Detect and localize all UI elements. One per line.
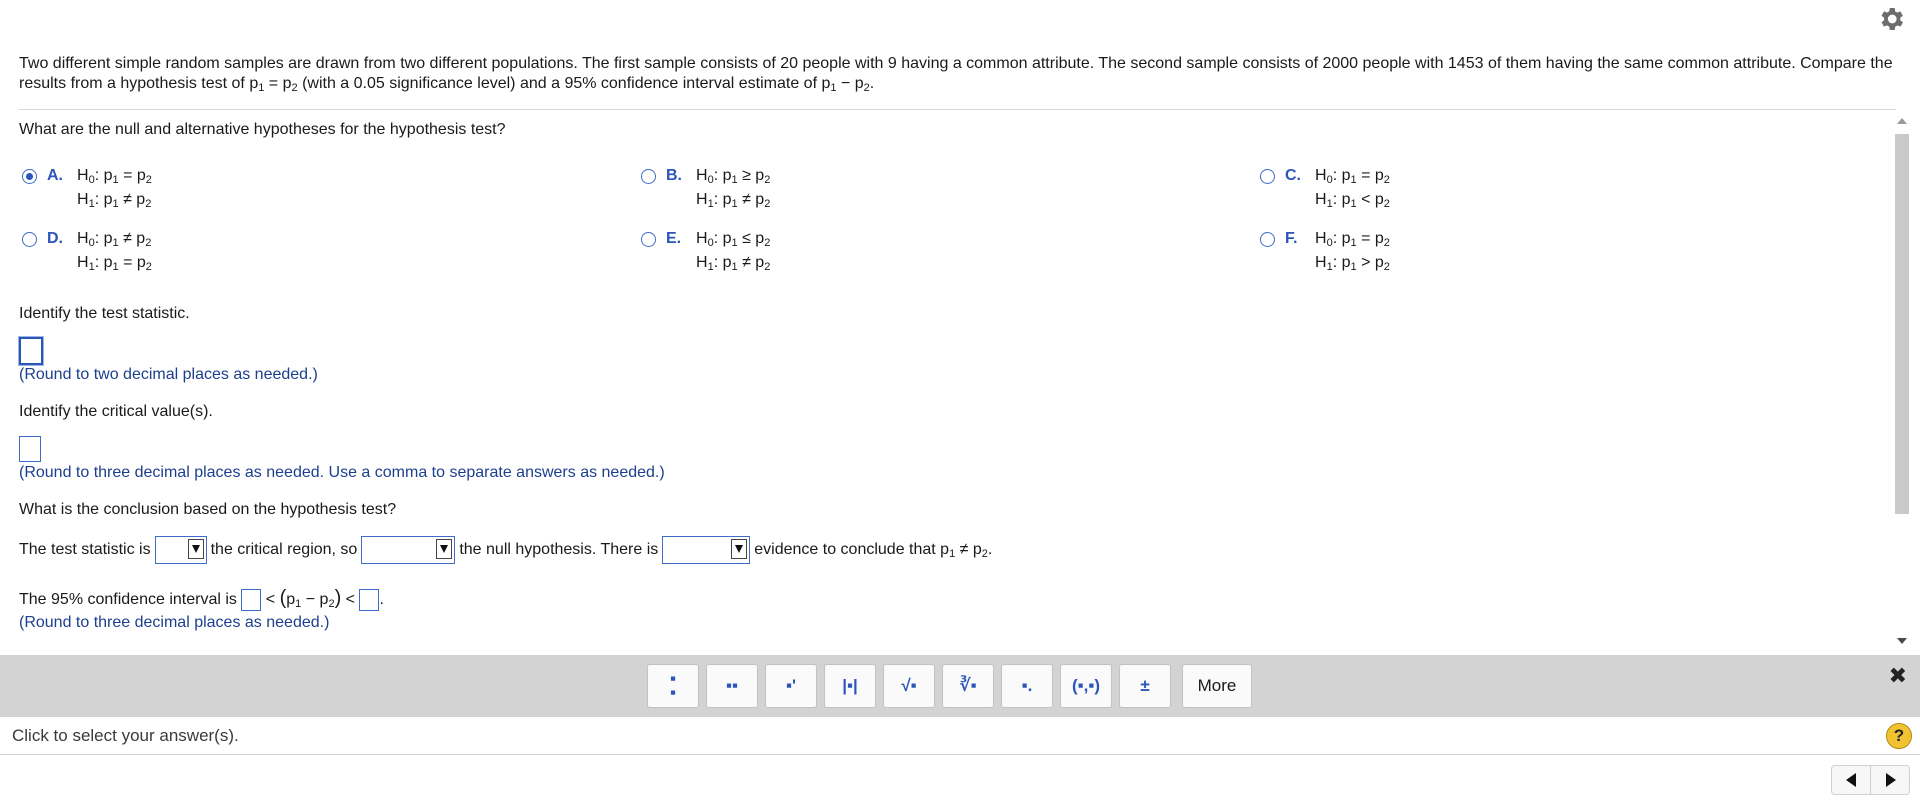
- ci-upper-input[interactable]: [359, 589, 379, 611]
- period: .: [379, 591, 384, 608]
- radio-button[interactable]: [1260, 232, 1275, 247]
- ci-lower-input[interactable]: [241, 589, 261, 611]
- radio-button[interactable]: [1260, 169, 1275, 184]
- question-critical-values: Identify the critical value(s).: [19, 403, 213, 420]
- conclusion-text-1: The test statistic is: [19, 541, 151, 558]
- p1-subscript: 1: [949, 548, 956, 560]
- plus-minus-icon[interactable]: ±: [1119, 664, 1171, 708]
- problem-text-b: (with a 0.05 significance level) and a 95% confidence interval estimate of: [297, 75, 822, 92]
- conclusion-text-4: evidence to conclude that: [754, 541, 941, 558]
- p2-symbol-2: $p_2$: [854, 75, 870, 94]
- evidence-select[interactable]: [662, 536, 750, 564]
- help-icon[interactable]: ?: [1886, 723, 1912, 749]
- null-hypothesis: $H_0$: $p_1 \le p_2$: [696, 230, 771, 249]
- option-e[interactable]: [641, 230, 941, 278]
- more-button[interactable]: More: [1182, 664, 1252, 708]
- conclusion-sentence: [19, 535, 992, 565]
- null-hypothesis: $H_0$: $p_1 = p_2$: [1315, 230, 1390, 249]
- p2-symbol: p: [319, 591, 329, 608]
- period: .: [987, 541, 993, 558]
- conclusion-text-2: the critical region, so: [210, 541, 358, 558]
- option-letter: F.: [1285, 230, 1298, 247]
- settings-gear-icon[interactable]: [1876, 4, 1906, 34]
- region-select[interactable]: [155, 536, 207, 564]
- alternative-hypothesis: $H_1$: $p_1 \ne p_2$: [696, 254, 771, 273]
- divider: [19, 109, 1896, 110]
- p2-symbol: p: [972, 541, 982, 558]
- alternative-hypothesis: $H_1$: $p_1 > p_2$: [1315, 254, 1390, 273]
- scroll-thumb[interactable]: [1895, 134, 1909, 514]
- option-letter: A.: [47, 167, 63, 184]
- scrollbar[interactable]: [1893, 112, 1911, 652]
- chevron-down-icon[interactable]: [188, 539, 204, 559]
- radio-button[interactable]: [641, 169, 656, 184]
- close-icon[interactable]: ✖: [1888, 663, 1907, 688]
- right-paren: ): [334, 587, 342, 609]
- option-letter: B.: [666, 167, 682, 184]
- decision-select[interactable]: [361, 536, 455, 564]
- null-hypothesis: $H_0$: $p_1 \ge p_2$: [696, 167, 771, 186]
- critical-value-input[interactable]: [19, 436, 41, 462]
- option-c[interactable]: [1260, 167, 1560, 215]
- left-paren: (: [279, 587, 287, 609]
- next-arrow-icon[interactable]: [1870, 765, 1910, 795]
- option-letter: C.: [1285, 167, 1301, 184]
- p2-subscript: 2: [328, 598, 335, 610]
- option-a[interactable]: [22, 167, 322, 215]
- subscript-icon[interactable]: ▪.: [1001, 664, 1053, 708]
- option-f[interactable]: [1260, 230, 1560, 278]
- chevron-down-icon[interactable]: [436, 539, 452, 559]
- question-conclusion: What is the conclusion based on the hypothesis test?: [19, 501, 397, 518]
- not-equal-sign: ≠: [955, 541, 973, 558]
- critical-value-hint: (Round to three decimal places as needed. Use a comma to separate answers as needed.): [19, 464, 665, 481]
- p2-symbol: $p_2$: [282, 75, 298, 94]
- null-hypothesis: $H_0$: $p_1 = p_2$: [1315, 167, 1390, 186]
- ci-hint: (Round to three decimal places as needed.): [19, 614, 330, 631]
- math-toolbar: [0, 655, 1920, 717]
- ci-prefix: The 95% confidence interval is: [19, 591, 237, 608]
- option-letter: E.: [666, 230, 682, 247]
- conclusion-text-3: the null hypothesis. There is: [459, 541, 659, 558]
- null-hypothesis: $H_0$: $p_1 \ne p_2$: [77, 230, 152, 249]
- confidence-interval-sentence: [19, 585, 384, 613]
- scroll-down-icon[interactable]: [1897, 638, 1907, 644]
- minus-sign: −: [836, 75, 855, 92]
- equals-sign: =: [264, 75, 283, 92]
- status-text: Click to select your answer(s).: [12, 726, 239, 745]
- p2-subscript: 2: [981, 548, 988, 560]
- radio-button[interactable]: [22, 232, 37, 247]
- less-than-sign: <: [261, 591, 280, 608]
- question-hypotheses: What are the null and alternative hypotheses for the hypothesis test?: [19, 121, 506, 138]
- problem-statement: [19, 54, 1899, 94]
- minus-sign: −: [301, 591, 320, 608]
- chevron-down-icon[interactable]: [731, 539, 747, 559]
- previous-arrow-icon[interactable]: [1831, 765, 1871, 795]
- alternative-hypothesis: $H_1$: $p_1 = p_2$: [77, 254, 152, 273]
- test-statistic-input[interactable]: [19, 337, 43, 365]
- p1-symbol-2: $p_1$: [821, 75, 837, 94]
- p1-symbol: p: [940, 541, 950, 558]
- period: .: [869, 75, 875, 92]
- mixed-number-icon[interactable]: ▪▪: [706, 664, 758, 708]
- option-b[interactable]: [641, 167, 941, 215]
- divider: [0, 754, 1920, 755]
- scroll-up-icon[interactable]: [1897, 118, 1907, 124]
- ordered-pair-icon[interactable]: (▪,▪): [1060, 664, 1112, 708]
- null-hypothesis: $H_0$: $p_1 = p_2$: [77, 167, 152, 186]
- test-statistic-hint: (Round to two decimal places as needed.): [19, 366, 318, 383]
- p1-symbol: p: [286, 591, 296, 608]
- option-d[interactable]: [22, 230, 322, 278]
- exponent-icon[interactable]: ▪': [765, 664, 817, 708]
- alternative-hypothesis: $H_1$: $p_1 \ne p_2$: [77, 191, 152, 210]
- radio-button[interactable]: [641, 232, 656, 247]
- p1-symbol: $p_1$: [249, 75, 265, 94]
- nth-root-icon[interactable]: ∛▪: [942, 664, 994, 708]
- alternative-hypothesis: $H_1$: $p_1 \ne p_2$: [696, 191, 771, 210]
- absolute-value-icon[interactable]: |▪|: [824, 664, 876, 708]
- option-letter: D.: [47, 230, 63, 247]
- less-than-sign: <: [341, 591, 360, 608]
- radio-button[interactable]: [22, 169, 37, 184]
- fraction-icon[interactable]: ▪ ▪: [647, 664, 699, 708]
- question-test-statistic: Identify the test statistic.: [19, 305, 190, 322]
- problem-text-a: Two different simple random samples are drawn from two different populations. The first sample consists of 20 people with 9 having a common attribute. The second sample consists of 2000 people with 1453 of them having the same common attribute. Compare the results from a hypothesis test of: [19, 55, 1893, 92]
- sqrt-icon[interactable]: √▪: [883, 664, 935, 708]
- p1-subscript: 1: [295, 598, 302, 610]
- alternative-hypothesis: $H_1$: $p_1 < p_2$: [1315, 191, 1390, 210]
